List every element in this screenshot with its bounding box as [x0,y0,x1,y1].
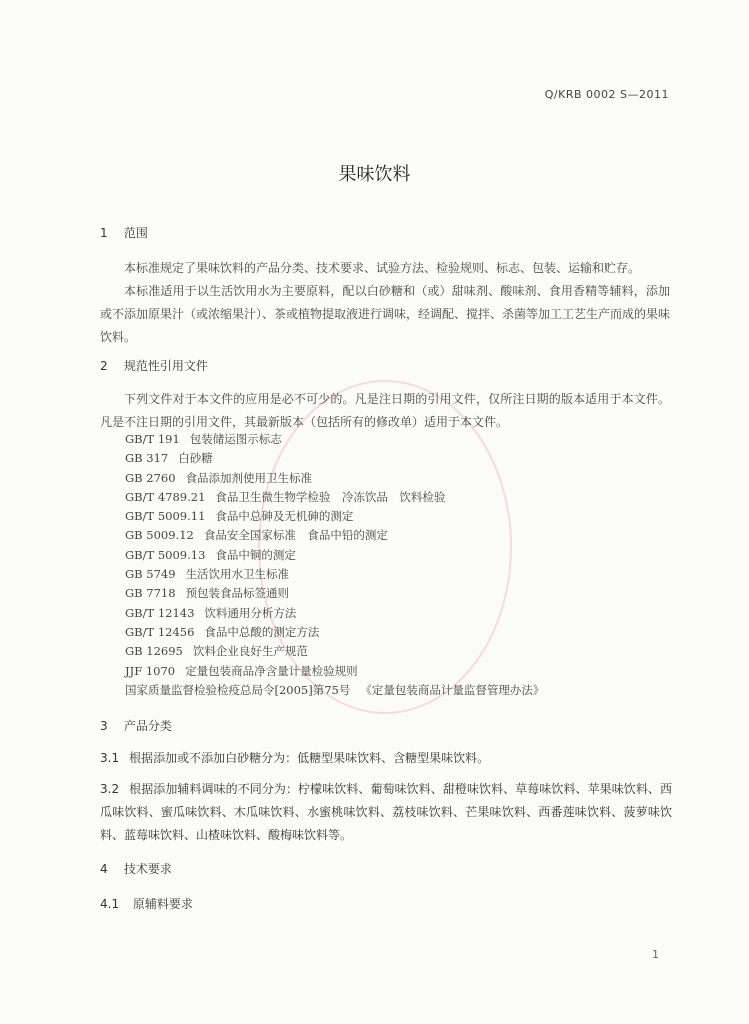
section-1-para-2: 本标准适用于以生活饮用水为主要原料，配以白砂糖和（或）甜味剂、酸味剂、食用香精等辅料，添加或不添加原果汁（或浓缩果汁）、茶或植物提取液进行调味，经调配、搅拌、杀菌等加工工艺生产而成的果味饮料。 [100,284,671,344]
list-item: GB/T 12143 饮料通用分析方法 [125,605,297,620]
section-1-para-1: 本标准规定了果味饮料的产品分类、技术要求、试验方法、检验规则、标志、包装、运输和贮存。 [124,261,641,275]
list-item: 国家质量监督检验检疫总局令[2005]第75号 《定量包装商品计量监督管理办法》 [125,682,545,697]
section-2-intro: 下列文件对于本文件的应用是必不可少的。凡是注日期的引用文件，仅所注日期的版本适用于本文件。凡是不注日期的引用文件，其最新版本（包括所有的修改单）适用于本文件。 [100,392,670,429]
section-4-1-heading [100,895,193,912]
section-title: 规范性引用文件 [123,359,208,373]
list-item: GB/T 12456 食品中总酸的测定方法 [125,624,320,639]
section-title: 产品分类 [123,719,172,733]
document-title: 果味饮料 [338,164,411,185]
section-1-heading [100,224,148,241]
list-item: GB 5749 生活饮用水卫生标准 [125,567,290,582]
subsection-number: 4.1 [100,897,120,911]
page-number: 1 [652,948,659,961]
list-item: GB/T 4789.21 食品卫生微生物学检验 冷冻饮品 饮料检验 [125,489,446,504]
list-item: GB 7718 预包装食品标签通则 [125,586,290,601]
section-3-item-2: 3.2 根据添加辅料调味的不同分为：柠檬味饮料、葡萄味饮料、甜橙味饮料、草莓味饮料、苹果味饮料、西瓜味饮料、蜜瓜味饮料、木瓜味饮料、水蜜桃味饮料、荔枝味饮料、芒果味饮料、西番莲味饮料、菠萝味饮料、蓝莓味饮料、山楂味饮料、酸梅味饮料等。 [100,782,672,842]
standard-code: Q/KRB 0002 S—2011 [544,88,669,101]
section-3-heading [100,717,172,734]
section-number: 1 [100,226,108,240]
list-item: GB/T 5009.11 食品中总砷及无机砷的测定 [125,509,354,524]
list-item: GB 317 白砂糖 [125,451,213,466]
section-title: 范围 [123,226,148,240]
list-item: GB 5009.12 食品安全国家标准 食品中铅的测定 [125,528,388,543]
section-number: 4 [100,862,108,876]
list-item: GB 12695 饮料企业良好生产规范 [125,644,308,659]
list-item: GB/T 191 包装储运图示标志 [125,432,282,446]
subsection-title: 原辅料要求 [132,897,193,911]
list-item: GB/T 5009.13 食品中铜的测定 [125,547,296,562]
section-4-heading [100,860,172,877]
section-title: 技术要求 [123,862,172,876]
section-number: 2 [100,359,108,373]
list-item: GB 2760 食品添加剂使用卫生标准 [125,470,313,485]
reference-list [125,430,544,700]
section-3-item-1: 3.1 根据添加或不添加白砂糖分为：低糖型果味饮料、含糖型果味饮料。 [100,751,490,765]
section-number: 3 [100,719,108,733]
section-2-heading [100,357,208,374]
list-item: JJF 1070 定量包装商品净含量计量检验规则 [125,663,358,678]
